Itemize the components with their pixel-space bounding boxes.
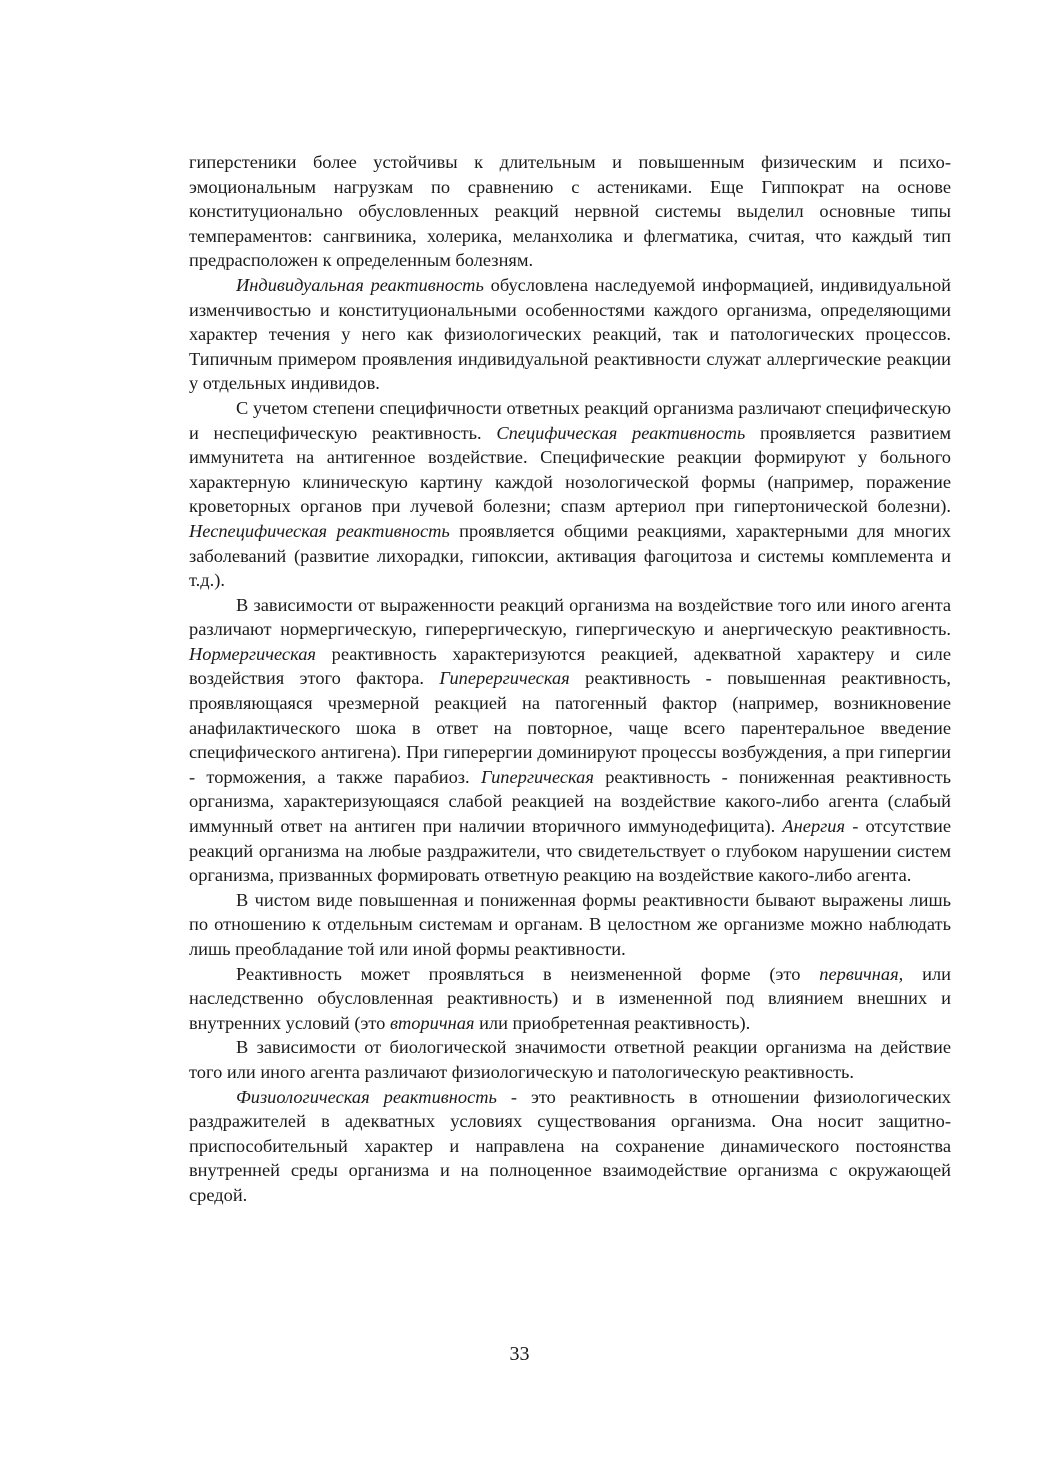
text-run: или наследственно обусловленная реактивность) и в измененной под влиянием внешних и внутренних условий (это [189,963,951,1033]
paragraph [189,273,951,396]
italic-term: Гипергическая [480,766,594,787]
italic-term: Специфическая реактивность [496,422,746,443]
page-body [189,150,951,1208]
italic-term: Физиологическая реактивность [236,1086,497,1107]
text-run: реактивность - повышенная реактивность, проявляющаяся чрезмерной реакцией на патогенный фактор (например, возникновение анафилактического шока в ответ на повторное, чаще всего парентеральное введение специфического антигена). При гиперергии доминируют процессы возбуждения, а при гипергии - торможения, а также парабиоз. [189,668,951,787]
text-run: В чистом виде повышенная и пониженная формы реактивности бывают выражены лишь по отношению к отдельным системам и органам. В целостном же организме можно наблюдать лишь преобладание той или иной формы реактивности. [189,889,951,959]
page-number: 33 [509,1343,530,1365]
italic-term: Нормергическая [189,643,316,664]
paragraph [189,396,951,593]
text-run: - отсутствие реакций организма на любые раздражители, что свидетельствует о глубоком нарушении систем организма, призванных формировать ответную реакцию на воздействие какого-либо агента. [189,816,951,886]
paragraph [189,1085,951,1208]
text-run: обусловлена наследуемой информацией, индивидуальной изменчивостью и конституциональными особенностями каждого организма, определяющими характер течения у него как физиологических реакций, так и патологических процессов. Типичным примером проявления индивидуальной реактивности служат аллергические реакции у отдельных индивидов. [189,274,951,394]
text-run: С учетом степени специфичности ответных реакций организма различают специфическую и неспецифическую реактивность. [189,397,951,443]
text-run: гиперстеники более устойчивы к длительным и повышенным физическим и психо-эмоциональным нагрузкам по сравнению с астениками. Еще Гиппократ на основе конституционально обусловленных реакций нервной системы выделил основные типы темпераментов: сангвиника, холерика, меланхолика и флегматика, считая, что каждый тип предрасположен к определенным болезням. [189,152,951,271]
paragraph [189,593,951,888]
italic-term: Неспецифическая реактивность [189,520,450,541]
text-run: В зависимости от биологической значимости ответной реакции организма на действие того или иного агента различают физиологическую и патологическую реактивность. [189,1037,951,1082]
italic-term: Индивидуальная реактивность [236,274,484,295]
paragraph [189,1035,951,1084]
italic-term: Гиперергическая [439,668,570,689]
text-run: - это реактивность в отношении физиологических раздражителей в адекватных условиях существования организма. Она носит защитно-приспособительный характер и направлена на сохранение динамического постоянства внутренней среды организма и на полноценное взаимодействие организма с окружающей средой. [189,1086,951,1205]
text-run: проявляется общими реакциями, характерными для многих заболеваний (развитие лихорадки, гипоксии, активация фагоцитоза и системы комплемента и т.д.). [189,520,951,591]
text-run: реактивность характеризуются реакцией, адекватной характеру и силе воздействия этого фактора. [189,643,951,689]
paragraph [189,962,951,1036]
paragraph [189,150,951,273]
paragraph [189,888,951,962]
text-run: Реактивность может проявляться в неизмененной форме (это [236,963,820,984]
italic-term: Анергия [782,816,846,837]
italic-term: первичная, [819,963,904,984]
text-run: реактивность - пониженная реактивность организма, характеризующаяся слабой реакцией на воздействие какого-либо агента (слабый иммунный ответ на антиген при наличии вторичного иммунодефицита). [189,766,951,837]
text-run: В зависимости от выраженности реакций организма на воздействие того или иного агента различают нормергическую, гиперергическую, гипергическую и анергическую реактивность. [189,594,951,640]
text-run: проявляется развитием иммунитета на антигенное воздействие. Специфические реакции формируют у больного характерную клиническую картину каждой нозологической формы (например, поражение кроветорных органов при лучевой болезни; спазм артериол при гипертонической болезни). [189,422,951,517]
italic-term: вторичная [389,1012,475,1033]
text-run: или приобретенная реактивность). [474,1012,751,1033]
